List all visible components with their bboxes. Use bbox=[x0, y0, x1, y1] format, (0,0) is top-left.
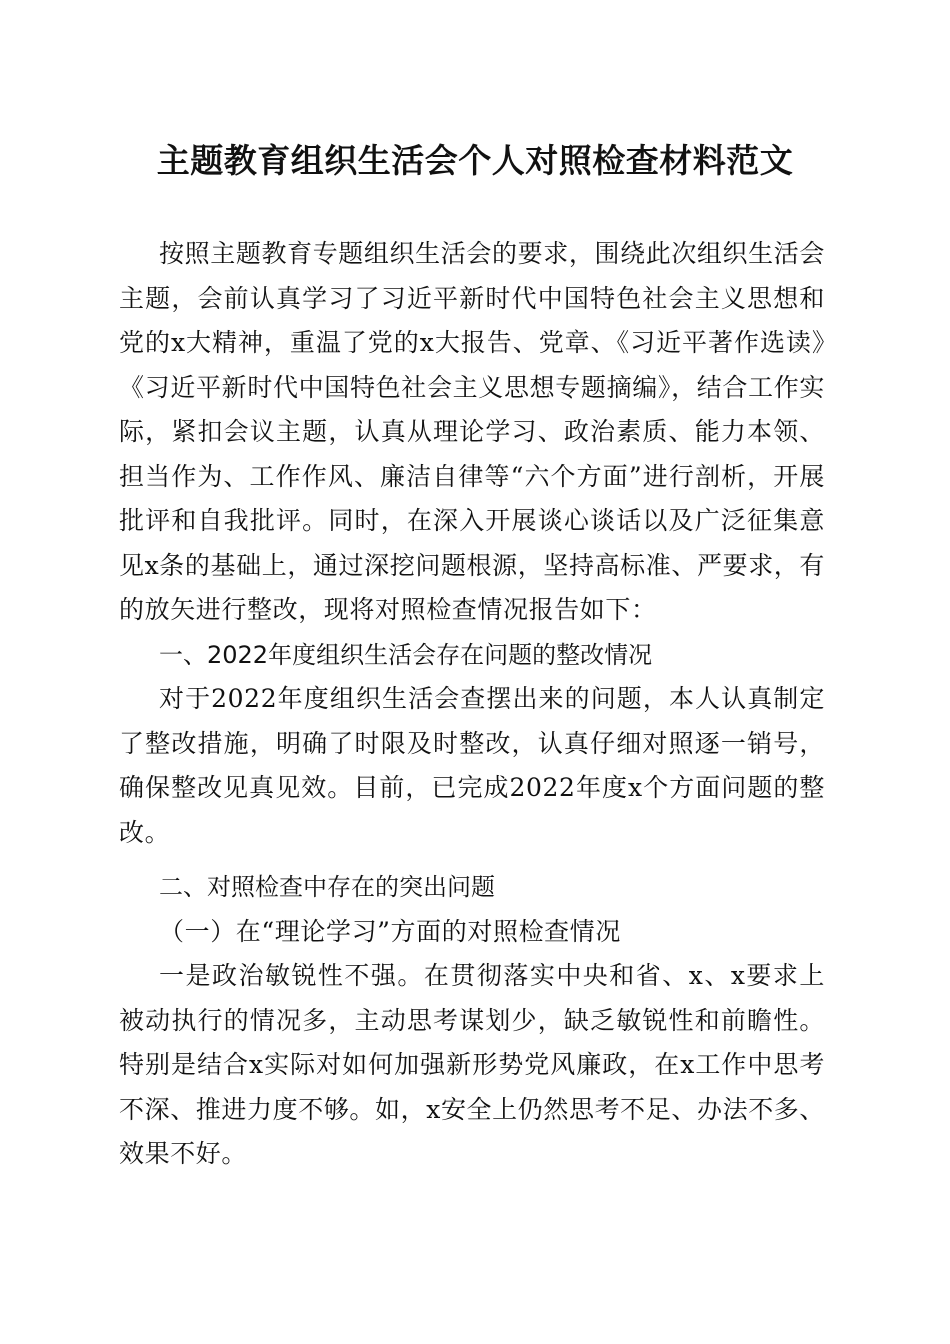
section-heading-1: 一、2022年度组织生活会存在问题的整改情况 bbox=[159, 640, 653, 669]
section-heading-2: 二、对照检查中存在的突出问题 bbox=[159, 873, 495, 901]
document-body bbox=[119, 232, 825, 1177]
problem-paragraph-1: 一是政治敏锐性不强。在贯彻落实中央和省、x、x要求上被动执行的情况多，主动思考谋划少，缺乏敏锐性和前瞻性。特别是结合x实际对如何加强新形势党风廉政，在x工作中思考不深、推进力度不够。如，x安全上仍然思考不足、办法不多、效果不好。 bbox=[119, 961, 825, 1168]
subsection-heading-1: （一）在“理论学习”方面的对照检查情况 bbox=[159, 916, 621, 946]
rectification-paragraph: 对于2022年度组织生活会查摆出来的问题，本人认真制定了整改措施，明确了时限及时整改，认真仔细对照逐一销号，确保整改见真见效。目前，已完成2022年度x个方面问题的整改。 bbox=[119, 684, 825, 847]
document-title: 主题教育组织生活会个人对照检查材料范文 bbox=[156, 141, 794, 180]
intro-paragraph: 按照主题教育专题组织生活会的要求，围绕此次组织生活会主题，会前认真学习了习近平新时代中国特色社会主义思想和党的x大精神，重温了党的x大报告、党章、《习近平著作选读》《习近平新时代中国特色社会主义思想专题摘编》，结合工作实际，紧扣会议主题，认真从理论学习、政治素质、能力本领、担当作为、工作作风、廉洁自律等“六个方面”进行剖析，开展批评和自我批评。同时，在深入开展谈心谈话以及广泛征集意见x条的基础上，通过深挖问题根源，坚持高标准、严要求，有的放矢进行整改，现将对照检查情况报告如下： bbox=[119, 239, 825, 624]
